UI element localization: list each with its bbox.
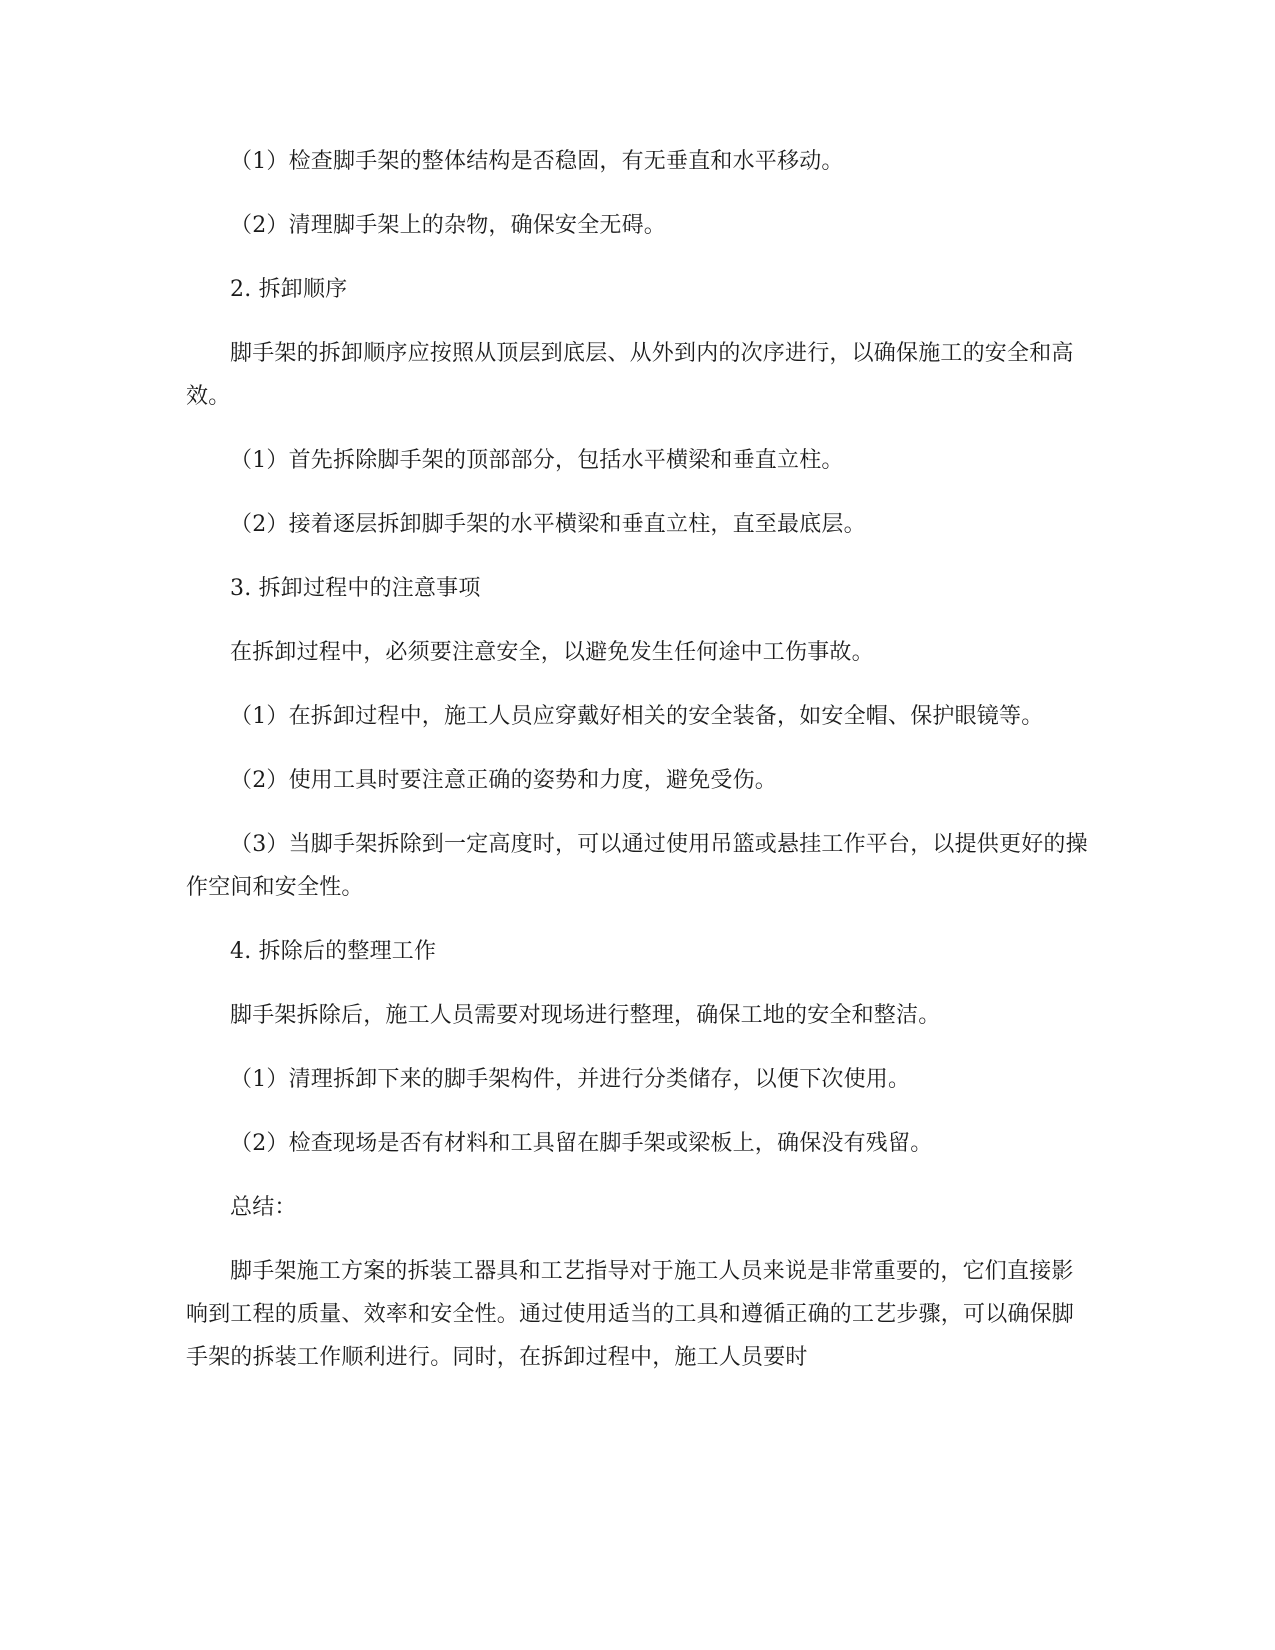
precautions-step-3: （3）当脚手架拆除到一定高度时，可以通过使用吊篮或悬挂工作平台，以提供更好的操作空间和安全性。 bbox=[186, 832, 1088, 900]
precautions-step-1: （1）在拆卸过程中，施工人员应穿戴好相关的安全装备，如安全帽、保护眼镜等。 bbox=[230, 704, 1044, 729]
inspection-step-2: （2）清理脚手架上的杂物，确保安全无碍。 bbox=[230, 213, 666, 238]
summary-heading: 总结： bbox=[230, 1195, 297, 1220]
section-heading-cleanup: 4. 拆除后的整理工作 bbox=[230, 939, 437, 964]
section-heading-precautions: 3. 拆卸过程中的注意事项 bbox=[230, 576, 481, 601]
dismantling-order-step-2: （2）接着逐层拆卸脚手架的水平横梁和垂直立柱，直至最底层。 bbox=[230, 512, 866, 537]
cleanup-step-1: （1）清理拆卸下来的脚手架构件，并进行分类储存，以便下次使用。 bbox=[230, 1067, 911, 1092]
document-page bbox=[186, 140, 1090, 1400]
inspection-step-1: （1）检查脚手架的整体结构是否稳固，有无垂直和水平移动。 bbox=[230, 149, 844, 174]
precautions-step-2: （2）使用工具时要注意正确的姿势和力度，避免受伤。 bbox=[230, 768, 777, 793]
cleanup-step-2: （2）检查现场是否有材料和工具留在脚手架或梁板上，确保没有残留。 bbox=[230, 1131, 933, 1156]
dismantling-order-intro: 脚手架的拆卸顺序应按照从顶层到底层、从外到内的次序进行，以确保施工的安全和高效。 bbox=[186, 341, 1074, 409]
cleanup-intro: 脚手架拆除后，施工人员需要对现场进行整理，确保工地的安全和整洁。 bbox=[230, 1003, 941, 1028]
section-heading-dismantling-order: 2. 拆卸顺序 bbox=[230, 277, 348, 302]
summary-paragraph: 脚手架施工方案的拆装工器具和工艺指导对于施工人员来说是非常重要的，它们直接影响到工程的质量、效率和安全性。通过使用适当的工具和遵循正确的工艺步骤，可以确保脚手架的拆装工作顺利进行。同时，在拆卸过程中，施工人员要时 bbox=[186, 1259, 1075, 1370]
dismantling-order-step-1: （1）首先拆除脚手架的顶部部分，包括水平横梁和垂直立柱。 bbox=[230, 448, 844, 473]
precautions-intro: 在拆卸过程中，必须要注意安全，以避免发生任何途中工伤事故。 bbox=[230, 640, 874, 665]
